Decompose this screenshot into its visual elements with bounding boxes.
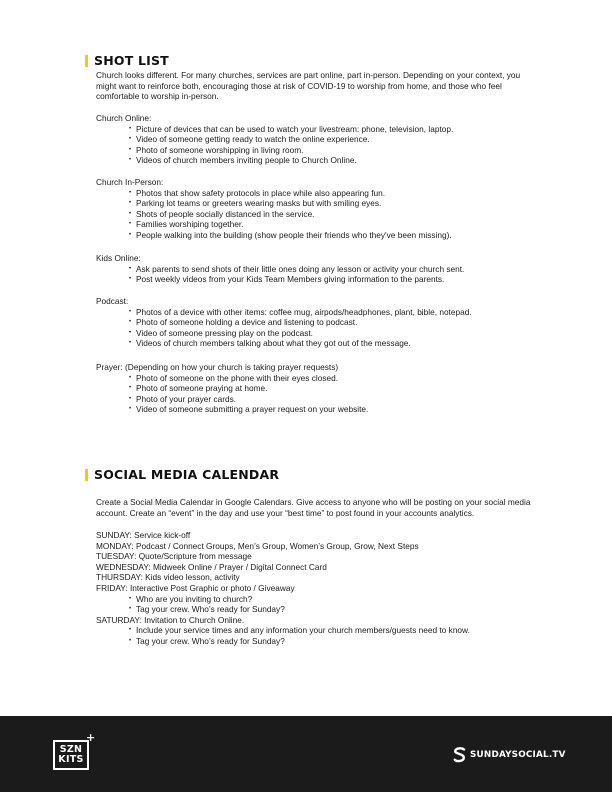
list-item: • Videos of church members inviting people to Church Online.: [131, 155, 536, 166]
list-item: • Ask parents to send shots of their little ones doing any lesson or activity your church sent.: [131, 264, 536, 275]
group-prayer: [96, 362, 536, 415]
group-church-online: [96, 113, 536, 166]
group-label: Kids Online:: [96, 253, 141, 263]
list-item: • Post weekly videos from your Kids Team Members giving information to the parents.: [131, 274, 536, 285]
list-item: • Tag your crew. Who’s ready for Sunday?: [131, 604, 536, 615]
sunday-social-brand: [453, 747, 566, 763]
sunday-social-s-icon: [453, 747, 466, 763]
calendar-schedule: [96, 530, 536, 647]
calendar-heading: [85, 467, 279, 482]
shot-list-intro: Church looks different. For many churches, services are part online, part in-person. Depending on your context, you might want to reinforce both, encouraging those at risk of COVID-19 to worship from home, and those who feel comfortable to worship in-person.: [96, 70, 521, 102]
accent-bar: [85, 469, 88, 481]
shot-list-heading: [85, 53, 169, 68]
list-item: • Photo of your prayer cards.: [131, 394, 536, 405]
calendar-friday: FRIDAY: Interactive Post Graphic or photo / Giveaway: [96, 582, 295, 593]
list-item: • Picture of devices that can be used to watch your livestream: phone, television, laptop.: [131, 124, 536, 135]
logo-line-1: SZN: [59, 744, 83, 755]
calendar-title: SOCIAL MEDIA CALENDAR: [94, 467, 280, 482]
list-item: • Photo of someone holding a device and listening to podcast.: [131, 317, 536, 328]
group-label: Church In-Person:: [96, 177, 164, 187]
group-label: Podcast:: [96, 296, 129, 306]
list-item: • Photo of someone worshipping in living room.: [131, 145, 536, 156]
logo-plus-icon: +: [86, 731, 96, 744]
calendar-sunday: SUNDAY: Service kick-off: [96, 530, 191, 540]
group-label: Church Online:: [96, 113, 152, 123]
list-item: • Families worshiping together.: [131, 219, 536, 230]
group-podcast: [96, 296, 536, 349]
list-item: • Include your service times and any information your church members/guests need to know.: [131, 625, 536, 636]
list-item: • Photo of someone on the phone with their eyes closed.: [131, 373, 536, 384]
group-label: Prayer: (Depending on how your church is taking prayer requests): [96, 362, 339, 372]
accent-bar: [85, 55, 88, 67]
calendar-wednesday: WEDNESDAY: Midweek Online / Prayer / Digital Connect Card: [96, 561, 327, 572]
calendar-saturday: SATURDAY: Invitation to Church Online.: [96, 614, 245, 625]
list-item: • People walking into the building (show people their friends who they've been missing).: [131, 230, 536, 241]
calendar-thursday: THURSDAY: Kids video lesson, activity: [96, 572, 240, 583]
list-item: • Parking lot teams or greeters wearing masks but with smiling eyes.: [131, 198, 536, 209]
calendar-monday: MONDAY: Podcast / Connect Groups, Men’s Group, Women’s Group, Grow, Next Steps: [96, 540, 419, 551]
list-item: • Photos that show safety protocols in place while also appearing fun.: [131, 188, 536, 199]
logo-line-2: KITS: [58, 754, 84, 765]
list-item: • Video of someone pressing play on the podcast.: [131, 328, 536, 339]
shot-list-title: SHOT LIST: [94, 53, 169, 68]
calendar-intro: Create a Social Media Calendar in Google Calendars. Give access to anyone who will be posting on your social media account. Create an “event” in the day and use your “best time” to post found in your accounts analytics.: [96, 497, 531, 518]
list-item: • Photos of a device with other items: coffee mug, airpods/headphones, plant, bible, notepad.: [131, 307, 536, 318]
list-item: • Videos of church members talking about what they got out of the message.: [131, 338, 536, 349]
list-item: • Tag your crew. Who’s ready for Sunday?: [131, 636, 536, 647]
list-item: • Shots of people socially distanced in the service.: [131, 209, 536, 220]
list-item: • Who are you inviting to church?: [131, 594, 536, 605]
group-kids-online: [96, 253, 536, 285]
list-item: • Video of someone submitting a prayer request on your website.: [131, 404, 536, 415]
footer: [0, 716, 612, 792]
list-item: • Video of someone getting ready to watch the online experience.: [131, 134, 536, 145]
brand-url: SUNDAYSOCIAL.TV: [470, 750, 566, 760]
szn-kits-logo: [53, 740, 89, 770]
group-church-in-person: [96, 177, 536, 241]
list-item: • Photo of someone praying at home.: [131, 383, 536, 394]
calendar-tuesday: TUESDAY: Quote/Scripture from message: [96, 551, 252, 562]
